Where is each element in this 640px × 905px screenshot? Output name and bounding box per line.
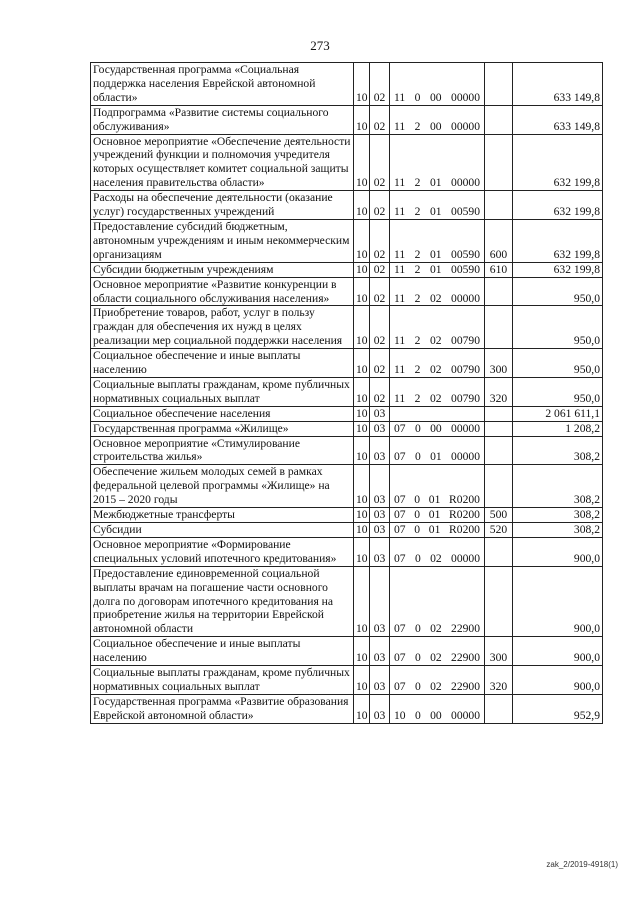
- target-article-part: 07: [394, 622, 406, 636]
- target-article-part: 02: [429, 334, 442, 348]
- row-expense-type-code: [485, 191, 513, 220]
- row-subsection-code: 03: [370, 421, 390, 436]
- target-article-part: 00: [430, 421, 442, 435]
- target-article-part: 00790: [451, 334, 480, 348]
- row-expense-type-code: [485, 421, 513, 436]
- target-article-part: 00: [429, 90, 442, 104]
- row-target-article-code: [390, 277, 485, 306]
- budget-table-body: [91, 63, 603, 724]
- row-section-code: 10: [354, 637, 370, 666]
- table-row: [91, 306, 603, 349]
- table-row: [91, 134, 603, 191]
- row-section-code: 10: [354, 306, 370, 349]
- row-name: Основное мероприятие «Развитие конкуренции в области социального обслуживания населения»: [91, 277, 354, 306]
- target-article-part: 01: [429, 176, 442, 190]
- target-article-part: 02: [430, 551, 442, 565]
- row-subsection-code: 02: [370, 277, 390, 306]
- row-section-code: 10: [354, 349, 370, 378]
- row-target-article-code: [390, 523, 485, 538]
- row-subsection-code: 03: [370, 566, 390, 637]
- row-name: Субсидии: [91, 523, 354, 538]
- table-row: [91, 63, 603, 106]
- target-article-part: 0: [414, 508, 421, 522]
- row-amount: 633 149,8: [513, 63, 603, 106]
- target-article-part: 0: [414, 622, 421, 636]
- target-article-part: 11: [394, 391, 406, 405]
- target-article-part: 2: [414, 363, 421, 377]
- row-expense-type-code: [485, 134, 513, 191]
- target-article-part: 2: [414, 119, 421, 133]
- target-article-part: 2: [414, 247, 421, 261]
- target-article-part: 07: [394, 493, 406, 507]
- row-target-article-code: [390, 377, 485, 406]
- target-article-part: 22900: [451, 679, 480, 693]
- target-article-part: 01: [428, 508, 441, 522]
- target-article-part: R0200: [449, 508, 480, 522]
- target-article-part: 11: [394, 334, 406, 348]
- row-amount: 950,0: [513, 277, 603, 306]
- target-article-part: 00: [429, 119, 442, 133]
- row-amount: 2 061 611,1: [513, 406, 603, 421]
- row-subsection-code: 02: [370, 306, 390, 349]
- target-article-part: 00590: [451, 262, 480, 276]
- target-article-part: 0: [414, 421, 421, 435]
- row-subsection-code: 03: [370, 508, 390, 523]
- row-section-code: 10: [354, 523, 370, 538]
- row-expense-type-code: 320: [485, 666, 513, 695]
- table-row: [91, 637, 603, 666]
- row-target-article-code: [390, 436, 485, 465]
- target-article-part: 11: [394, 90, 406, 104]
- row-name: Социальные выплаты гражданам, кроме публичных нормативных социальных выплат: [91, 377, 354, 406]
- row-expense-type-code: [485, 306, 513, 349]
- target-article-part: 02: [429, 291, 442, 305]
- row-name: Основное мероприятие «Стимулирование строительства жилья»: [91, 436, 354, 465]
- row-section-code: 10: [354, 421, 370, 436]
- row-amount: 632 199,8: [513, 191, 603, 220]
- table-row: [91, 694, 603, 723]
- row-amount: 632 199,8: [513, 262, 603, 277]
- target-article-part: 00000: [451, 176, 480, 190]
- target-article-part: 00000: [451, 291, 480, 305]
- target-article-part: 00000: [451, 551, 480, 565]
- target-article-part: 01: [428, 493, 441, 507]
- row-name: Субсидии бюджетным учреждениям: [91, 262, 354, 277]
- row-section-code: 10: [354, 694, 370, 723]
- row-name: Межбюджетные трансферты: [91, 508, 354, 523]
- row-expense-type-code: [485, 566, 513, 637]
- row-target-article-code: [390, 349, 485, 378]
- row-expense-type-code: 300: [485, 637, 513, 666]
- row-amount: 900,0: [513, 566, 603, 637]
- table-row: [91, 523, 603, 538]
- target-article-part: R0200: [449, 493, 480, 507]
- table-row: [91, 465, 603, 508]
- target-article-part: 07: [394, 421, 406, 435]
- row-name: Обеспечение жильем молодых семей в рамках федеральной целевой программы «Жилище» на 2015 – 2020 годы: [91, 465, 354, 508]
- row-expense-type-code: 610: [485, 262, 513, 277]
- table-row: [91, 421, 603, 436]
- row-section-code: 10: [354, 277, 370, 306]
- row-section-code: 10: [354, 377, 370, 406]
- row-amount: 950,0: [513, 377, 603, 406]
- target-article-part: 11: [394, 262, 406, 276]
- row-subsection-code: 02: [370, 63, 390, 106]
- target-article-part: 0: [414, 523, 421, 536]
- row-name: Социальное обеспечение населения: [91, 406, 354, 421]
- target-article-part: 07: [394, 651, 406, 665]
- target-article-part: 00590: [451, 247, 480, 261]
- row-amount: 900,0: [513, 537, 603, 566]
- target-article-part: 07: [394, 508, 406, 522]
- row-amount: 950,0: [513, 349, 603, 378]
- target-article-part: 07: [394, 679, 406, 693]
- target-article-part: 07: [394, 523, 406, 536]
- target-article-part: 0: [414, 679, 421, 693]
- row-amount: 633 149,8: [513, 105, 603, 134]
- target-article-part: 10: [394, 708, 406, 722]
- row-amount: 308,2: [513, 465, 603, 508]
- row-name: Социальное обеспечение и иные выплаты населению: [91, 349, 354, 378]
- row-subsection-code: 02: [370, 191, 390, 220]
- row-target-article-code: [390, 465, 485, 508]
- row-expense-type-code: [485, 694, 513, 723]
- table-row: [91, 219, 603, 262]
- row-subsection-code: 02: [370, 262, 390, 277]
- row-amount: 632 199,8: [513, 134, 603, 191]
- target-article-part: 2: [414, 205, 421, 219]
- row-amount: 308,2: [513, 508, 603, 523]
- target-article-part: 2: [414, 262, 421, 276]
- row-section-code: 10: [354, 436, 370, 465]
- row-subsection-code: 02: [370, 219, 390, 262]
- row-target-article-code: [390, 637, 485, 666]
- row-section-code: 10: [354, 219, 370, 262]
- row-section-code: 10: [354, 666, 370, 695]
- row-expense-type-code: 600: [485, 219, 513, 262]
- row-section-code: 10: [354, 134, 370, 191]
- row-expense-type-code: [485, 63, 513, 106]
- target-article-part: 00: [430, 708, 442, 722]
- row-section-code: 10: [354, 105, 370, 134]
- row-subsection-code: 03: [370, 666, 390, 695]
- row-target-article-code: [390, 262, 485, 277]
- target-article-part: 11: [394, 205, 406, 219]
- table-row: [91, 262, 603, 277]
- row-expense-type-code: 320: [485, 377, 513, 406]
- row-amount: 952,9: [513, 694, 603, 723]
- row-name: Подпрограмма «Развитие системы социального обслуживания»: [91, 105, 354, 134]
- target-article-part: 01: [429, 262, 442, 276]
- target-article-part: R0200: [449, 523, 480, 536]
- target-article-part: 11: [394, 247, 406, 261]
- target-article-part: 00000: [451, 450, 480, 464]
- row-subsection-code: 02: [370, 105, 390, 134]
- budget-table: [90, 62, 603, 724]
- row-subsection-code: 02: [370, 134, 390, 191]
- row-target-article-code: [390, 537, 485, 566]
- table-row: [91, 349, 603, 378]
- table-row: [91, 277, 603, 306]
- row-subsection-code: 03: [370, 406, 390, 421]
- row-expense-type-code: 300: [485, 349, 513, 378]
- row-name: Предоставление единовременной социальной выплаты врачам на погашение части основного долга по договорам ипотечного кредитования на приобретение жилья на территории Еврейской автономной области: [91, 566, 354, 637]
- target-article-part: 0: [414, 708, 421, 722]
- row-expense-type-code: [485, 436, 513, 465]
- table-row: [91, 191, 603, 220]
- row-target-article-code: [390, 191, 485, 220]
- target-article-part: 2: [414, 291, 421, 305]
- target-article-part: 02: [430, 679, 442, 693]
- target-article-part: 07: [394, 450, 406, 464]
- row-expense-type-code: [485, 105, 513, 134]
- target-article-part: 0: [414, 551, 421, 565]
- target-article-part: 22900: [451, 651, 480, 665]
- target-article-part: 00790: [451, 363, 480, 377]
- row-amount: 1 208,2: [513, 421, 603, 436]
- table-row: [91, 377, 603, 406]
- row-subsection-code: 03: [370, 637, 390, 666]
- target-article-part: 00590: [451, 205, 480, 219]
- target-article-part: 02: [430, 622, 442, 636]
- row-name: Основное мероприятие «Формирование специальных условий ипотечного кредитования»: [91, 537, 354, 566]
- page-number: 273: [310, 38, 330, 53]
- row-subsection-code: 03: [370, 436, 390, 465]
- target-article-part: 2: [414, 334, 421, 348]
- target-article-part: 00000: [451, 421, 480, 435]
- target-article-part: 02: [429, 391, 442, 405]
- row-target-article-code: [390, 219, 485, 262]
- row-subsection-code: 03: [370, 694, 390, 723]
- row-target-article-code: [390, 508, 485, 523]
- row-subsection-code: 03: [370, 465, 390, 508]
- row-subsection-code: 03: [370, 523, 390, 538]
- row-expense-type-code: [485, 465, 513, 508]
- row-section-code: 10: [354, 465, 370, 508]
- row-name: Государственная программа «Развитие образования Еврейской автономной области»: [91, 694, 354, 723]
- target-article-part: 0: [414, 651, 421, 665]
- row-target-article-code: [390, 406, 485, 421]
- table-row: [91, 436, 603, 465]
- row-expense-type-code: 500: [485, 508, 513, 523]
- row-section-code: 10: [354, 406, 370, 421]
- row-amount: 950,0: [513, 306, 603, 349]
- table-row: [91, 105, 603, 134]
- row-name: Социальные выплаты гражданам, кроме публичных нормативных социальных выплат: [91, 666, 354, 695]
- row-target-article-code: [390, 421, 485, 436]
- target-article-part: 22900: [451, 622, 480, 636]
- row-name: Приобретение товаров, работ, услуг в пользу граждан для обеспечения их нужд в целях реализации мер социальной поддержки населения: [91, 306, 354, 349]
- target-article-part: 00000: [451, 90, 480, 104]
- row-section-code: 10: [354, 63, 370, 106]
- target-article-part: 02: [429, 363, 442, 377]
- row-subsection-code: 02: [370, 349, 390, 378]
- target-article-part: 01: [429, 205, 442, 219]
- target-article-part: 2: [414, 176, 421, 190]
- row-target-article-code: [390, 566, 485, 637]
- row-expense-type-code: [485, 406, 513, 421]
- row-expense-type-code: [485, 277, 513, 306]
- row-section-code: 10: [354, 537, 370, 566]
- document-footer-code: zak_2/2019-4918(1): [546, 860, 618, 869]
- target-article-part: 00000: [451, 119, 480, 133]
- row-name: Основное мероприятие «Обеспечение деятельности учреждений функции и полномочия учредителя которых осуществляет комитет социальной защиты населения правительства области»: [91, 134, 354, 191]
- row-amount: 308,2: [513, 436, 603, 465]
- row-expense-type-code: [485, 537, 513, 566]
- target-article-part: 02: [430, 651, 442, 665]
- table-row: [91, 566, 603, 637]
- target-article-part: 11: [394, 363, 406, 377]
- target-article-part: 0: [414, 493, 421, 507]
- target-article-part: 01: [429, 247, 442, 261]
- target-article-part: 07: [394, 551, 406, 565]
- row-target-article-code: [390, 666, 485, 695]
- row-section-code: 10: [354, 566, 370, 637]
- target-article-part: 11: [394, 176, 406, 190]
- target-article-part: 0: [414, 450, 421, 464]
- row-target-article-code: [390, 63, 485, 106]
- row-amount: 900,0: [513, 666, 603, 695]
- table-row: [91, 537, 603, 566]
- row-expense-type-code: 520: [485, 523, 513, 538]
- target-article-part: 0: [414, 90, 421, 104]
- row-section-code: 10: [354, 191, 370, 220]
- row-name: Государственная программа «Жилище»: [91, 421, 354, 436]
- target-article-part: 01: [428, 523, 441, 536]
- row-amount: 632 199,8: [513, 219, 603, 262]
- target-article-part: 11: [394, 119, 406, 133]
- row-subsection-code: 02: [370, 377, 390, 406]
- row-amount: 308,2: [513, 523, 603, 538]
- row-name: Расходы на обеспечение деятельности (оказание услуг) государственных учреждений: [91, 191, 354, 220]
- row-section-code: 10: [354, 262, 370, 277]
- target-article-part: 2: [414, 391, 421, 405]
- table-row: [91, 508, 603, 523]
- row-subsection-code: 03: [370, 537, 390, 566]
- row-name: Социальное обеспечение и иные выплаты населению: [91, 637, 354, 666]
- target-article-part: 00790: [451, 391, 480, 405]
- row-name: Государственная программа «Социальная поддержка населения Еврейской автономной области»: [91, 63, 354, 106]
- row-amount: 900,0: [513, 637, 603, 666]
- row-target-article-code: [390, 306, 485, 349]
- table-row: [91, 666, 603, 695]
- row-name: Предоставление субсидий бюджетным, автономным учреждениям и иным некоммерческим организациям: [91, 219, 354, 262]
- row-target-article-code: [390, 105, 485, 134]
- target-article-part: 11: [394, 291, 406, 305]
- target-article-part: 01: [430, 450, 442, 464]
- row-target-article-code: [390, 134, 485, 191]
- row-target-article-code: [390, 694, 485, 723]
- table-row: [91, 406, 603, 421]
- target-article-part: 00000: [451, 708, 480, 722]
- row-section-code: 10: [354, 508, 370, 523]
